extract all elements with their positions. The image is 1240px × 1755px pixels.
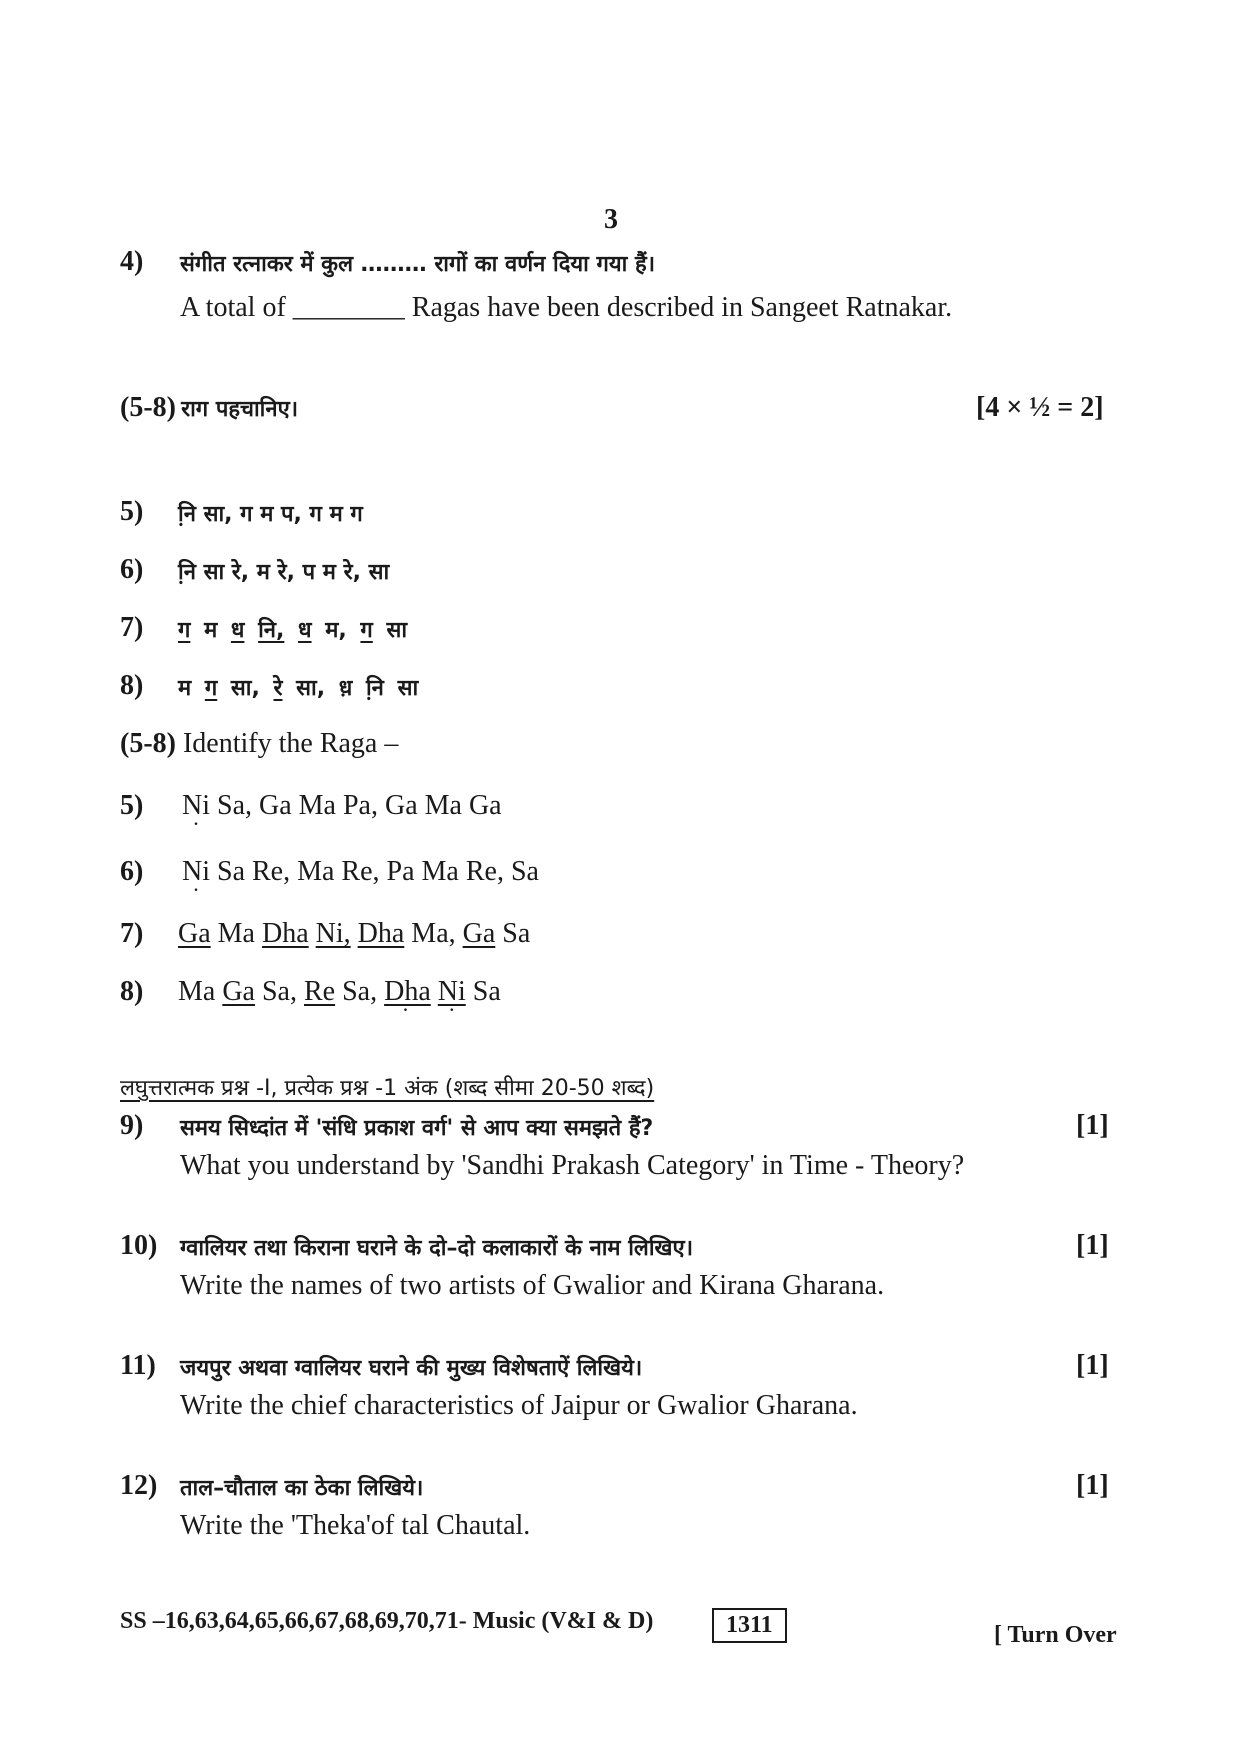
note: Ni .: [438, 976, 466, 1007]
question-number-9: 9): [120, 1110, 144, 1141]
footer-code-box: 1311: [712, 1608, 787, 1643]
note: Ma,: [411, 918, 456, 949]
note: सा: [397, 676, 419, 701]
question-12-marks: [1]: [1076, 1470, 1109, 1501]
question-12-english: Write the 'Theka'of tal Chautal.: [180, 1510, 531, 1541]
question-10-marks: [1]: [1076, 1230, 1109, 1261]
note: Ga: [222, 976, 255, 1007]
note: Sa,: [342, 976, 378, 1007]
note: Ni .: [182, 790, 210, 821]
note: रे: [273, 676, 283, 701]
note: ग: [178, 618, 191, 643]
identify-raga-marks: [4 × ½ = 2]: [976, 392, 1104, 423]
note: Sa: [472, 976, 501, 1007]
note: नि,: [258, 618, 285, 643]
raga-en-notes-7: [178, 918, 530, 950]
note: Ga: [178, 918, 211, 949]
page-number: 3: [604, 204, 618, 235]
note: Re: [303, 976, 336, 1007]
question-4-hindi: संगीत रत्नाकर में कुल ……… रागों का वर्णन दिया गया हैं।: [180, 252, 656, 277]
note: सा: [386, 618, 408, 643]
identify-raga-text-hindi: राग पहचानिए।: [181, 397, 299, 422]
note: ग: [360, 618, 373, 643]
note: Dha: [261, 918, 309, 949]
note: Dha .: [384, 976, 431, 1007]
identify-range-label: (5-8): [120, 392, 176, 423]
note: ध: [298, 618, 312, 643]
raga-hi-number-7: 7): [120, 612, 144, 643]
note: Sa Re, Ma Re, Pa Ma Re, Sa: [217, 856, 539, 887]
note: ध़: [338, 676, 353, 701]
raga-en-number-5: 5): [120, 790, 144, 821]
raga-en-number-8: 8): [120, 976, 144, 1007]
raga-en-notes-8: [178, 976, 501, 1008]
note: ध: [230, 618, 245, 643]
raga-en-number-6: 6): [120, 856, 144, 887]
question-9-marks: [1]: [1076, 1110, 1109, 1141]
note: म: [178, 676, 192, 701]
identify-raga-heading-hindi: [120, 392, 298, 424]
note: Dha: [357, 918, 405, 949]
question-12-hindi: ताल–चौताल का ठेका लिखिये।: [180, 1476, 424, 1501]
note: ग: [204, 676, 218, 701]
raga-en-notes-6: [182, 856, 539, 888]
note: Ma: [217, 918, 255, 949]
identify-range-label-en: (5-8): [120, 728, 176, 759]
question-11-hindi: जयपुर अथवा ग्वालियर घराने की मुख्य विशेषताऐं लिखिये।: [180, 1356, 643, 1381]
note: Ma: [178, 976, 216, 1007]
raga-hi-number-5: 5): [120, 496, 144, 527]
question-number-12: 12): [120, 1470, 158, 1501]
note: म: [204, 618, 218, 643]
question-10-hindi: ग्वालियर तथा किराना घराने के दो–दो कलाकारों के नाम लिखिए।: [180, 1236, 694, 1261]
footer-paper-code: SS –16,63,64,65,66,67,68,69,70,71- Music (V&I & D): [120, 1608, 654, 1634]
note: Sa: [502, 918, 531, 949]
note: Sa,: [261, 976, 297, 1007]
raga-hi-notes-5: नि़ सा, ग म प, ग म ग: [178, 502, 363, 527]
raga-hi-notes-8: [178, 672, 418, 702]
raga-hi-number-6: 6): [120, 554, 144, 585]
question-number-4: 4): [120, 246, 144, 277]
question-4-english: A total of ________ Ragas have been described in Sangeet Ratnakar.: [180, 292, 953, 323]
note: Ni,: [315, 918, 351, 949]
footer-turn-over: [ Turn Over: [994, 1622, 1117, 1648]
question-10-english: Write the names of two artists of Gwalior and Kirana Gharana.: [180, 1270, 885, 1301]
note: Sa, Ga Ma Pa, Ga Ma Ga: [217, 790, 502, 821]
identify-raga-text-english: Identify the Raga –: [175, 728, 399, 759]
note: Ga: [462, 918, 496, 949]
note: सा,: [230, 676, 260, 701]
question-number-11: 11): [120, 1350, 156, 1381]
raga-hi-notes-6: नि़ सा रे, म रे, प म रे, सा: [178, 560, 390, 585]
identify-raga-heading-english: [120, 728, 398, 760]
note: Ni .: [182, 856, 210, 887]
question-9-english: What you understand by 'Sandhi Prakash Category' in Time - Theory?: [180, 1150, 965, 1181]
raga-en-notes-5: [182, 790, 502, 822]
note: म,: [325, 618, 347, 643]
raga-hi-notes-7: [178, 614, 407, 644]
section-heading: लघुत्तरात्मक प्रश्न -I, प्रत्येक प्रश्न -1 अंक (शब्द सीमा 20-50 शब्द): [120, 1076, 655, 1101]
question-11-english: Write the chief characteristics of Jaipur or Gwalior Gharana.: [180, 1390, 858, 1421]
note: नि़: [365, 676, 384, 701]
raga-hi-number-8: 8): [120, 670, 144, 701]
question-9-hindi: समय सिध्दांत में 'संधि प्रकाश वर्ग' से आप क्या समझते हैं?: [180, 1116, 654, 1141]
question-11-marks: [1]: [1076, 1350, 1109, 1381]
note: सा,: [296, 676, 326, 701]
question-number-10: 10): [120, 1230, 158, 1261]
raga-en-number-7: 7): [120, 918, 144, 949]
